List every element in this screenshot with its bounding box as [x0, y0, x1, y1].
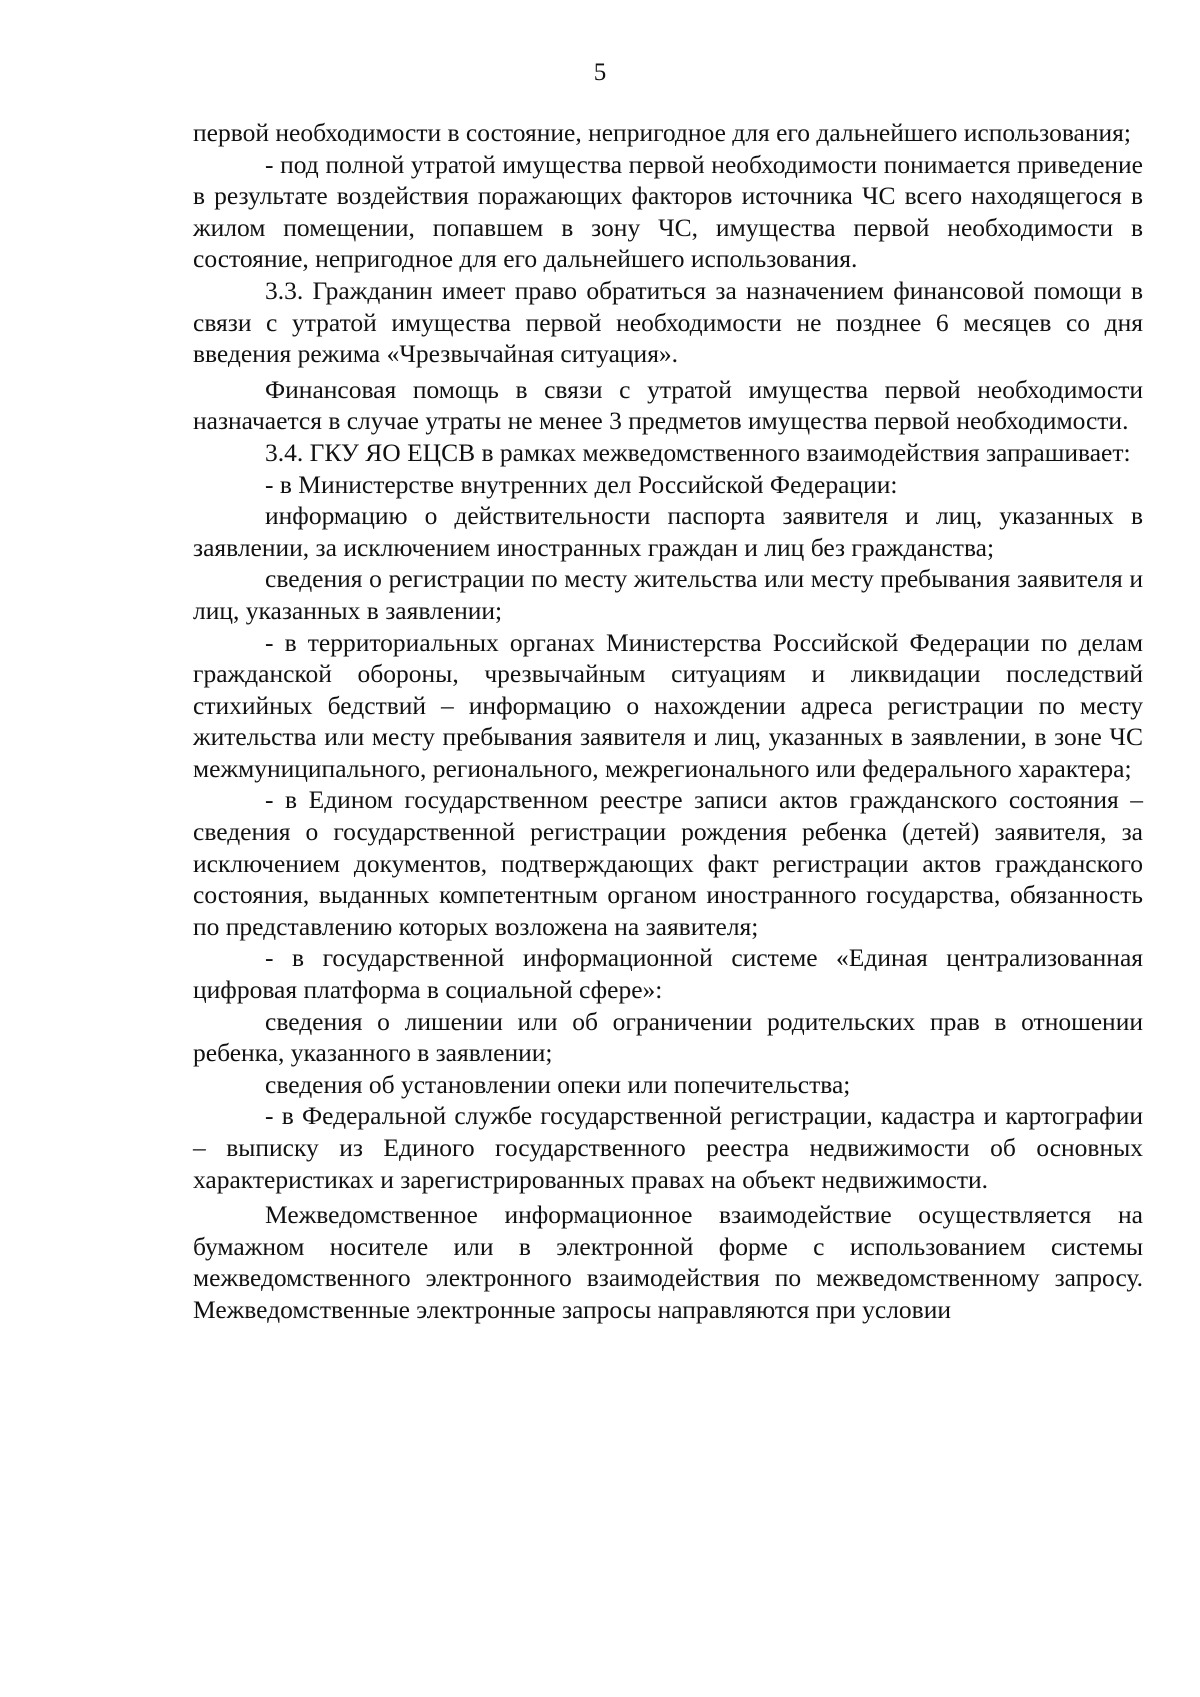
paragraph-guardianship: сведения об установлении опеки или попечительства; — [265, 1069, 851, 1099]
paragraph-interagency: Межведомственное информационное взаимодействие осуществляется на бумажном носителе или в электронной форме с использованием системы межведомственного электронного взаимодействия по межведомственному запросу. Межведомственные электронные запросы направляются при условии — [193, 1200, 1143, 1324]
page-number: 5 — [593, 59, 607, 86]
paragraph-rosreestr: - в Федеральной службе государственной регистрации, кадастра и картографии – выписку из Единого государственного реестра недвижимости об основных характеристиках и зарегистрированных правах на объект недвижимости. — [193, 1101, 1143, 1194]
paragraph-continuation: первой необходимости в состояние, непригодное для его дальнейшего использования; — [193, 118, 1131, 147]
paragraph-full-loss-definition: - под полной утратой имущества первой необходимости понимается приведение в результате воздействия поражающих факторов источника ЧС всего находящегося в жилом помещении, попавшем в зону ЧС, имущества первой необходимости в состояние, непригодное для его дальнейшего использования. — [193, 149, 1143, 274]
paragraph-3-4: 3.4. ГКУ ЯО ЕЦСВ в рамках межведомственного взаимодействия запрашивает: — [265, 437, 1131, 467]
paragraph-parental-rights: сведения о лишении или об ограничении родительских прав в отношении ребенка, указанного в заявлении; — [193, 1006, 1143, 1068]
document-body — [193, 117, 1143, 1326]
paragraph-gis: - в государственной информационной системе «Единая централизованная цифровая платформа в социальной сфере»: — [193, 943, 1143, 1005]
paragraph-passport-info: информацию о действительности паспорта заявителя и лиц, указанных в заявлении, за исключением иностранных граждан и лиц без гражданства; — [193, 501, 1143, 562]
paragraph-financial-aid: Финансовая помощь в связи с утратой имущества первой необходимости назначается в случае утраты не менее 3 предметов имущества первой необходимости. — [193, 374, 1143, 436]
paragraph-mvd: - в Министерстве внутренних дел Российской Федерации: — [265, 469, 898, 499]
paragraph-registration-info: сведения о регистрации по месту жительства или месту пребывания заявителя и лиц, указанных в заявлении; — [193, 564, 1143, 625]
paragraph-zags: - в Едином государственном реестре записи актов гражданского состояния – сведения о государственной регистрации рождения ребенка (детей) заявителя, за исключением документов, подтверждающих факт регистрации актов гражданского состояния, выданных компетентным органом иностранного государства, обязанность по представлению которых возложена на заявителя; — [193, 785, 1143, 941]
paragraph-3-3: 3.3. Гражданин имеет право обратиться за назначением финансовой помощи в связи с утратой имущества первой необходимости не позднее 6 месяцев со дня введения режима «Чрезвычайная ситуация». — [193, 275, 1143, 369]
paragraph-mchs: - в территориальных органах Министерства Российской Федерации по делам гражданской обороны, чрезвычайным ситуациям и ликвидации последствий стихийных бедствий – информацию о нахождении адреса регистрации по месту жительства или месту пребывания заявителя и лиц, указанных в заявлении, в зоне ЧС межмуниципального, регионального, межрегионального или федерального характера; — [193, 627, 1143, 783]
